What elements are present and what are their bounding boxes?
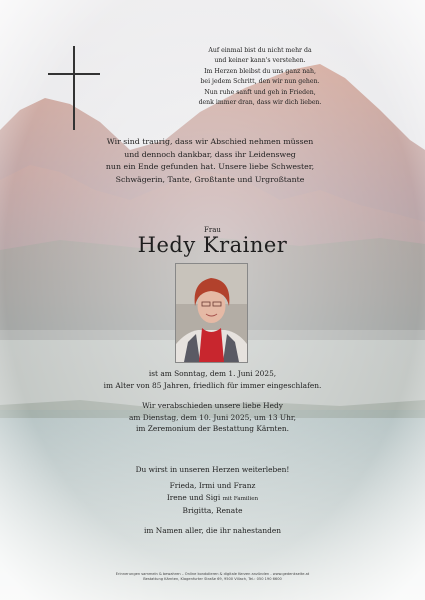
intro-text (60, 136, 360, 186)
death-line: ist am Sonntag, dem 1. Juni 2025, (148, 369, 277, 378)
funeral-line: im Zeremonium der Bestattung Kärnten. (135, 424, 289, 434)
portrait-photo (175, 263, 248, 363)
poem-line: denk immer dran, dass wir dich lieben. (198, 99, 322, 107)
death-line: im Alter von 85 Jahren, friedlich für immer eingeschlafen. (103, 380, 322, 390)
mourners-line: Brigitta, Renate (182, 506, 243, 515)
intro-line: und dennoch dankbar, dass ihr Leidensweg (124, 149, 296, 159)
funeral-line: am Dienstag, dem 10. Juni 2025, um 13 Uhr, (129, 412, 296, 422)
deceased-name: Hedy Krainer (137, 233, 288, 257)
name-prefix: Frau (204, 226, 221, 234)
mourners-names: Irene und Sigi (166, 493, 221, 502)
mourners-suffix: mit Familien (222, 496, 259, 502)
intro-line: Wir sind traurig, dass wir Abschied nehmen müssen (106, 137, 314, 146)
death-notice (60, 368, 365, 391)
poem-line: und keiner kann's verstehen. (214, 57, 306, 65)
funeral-line: Wir verabschieden unsere liebe Hedy (142, 401, 283, 410)
closing-line: im Namen aller, die ihr nahestanden (144, 526, 281, 535)
mourners-list (60, 480, 365, 517)
poem-line: bei jedem Schritt, den wir nun gehen. (200, 78, 320, 86)
poem-line: Auf einmal bist du nicht mehr da (208, 47, 312, 54)
memory-line: Du wirst in unseren Herzen weiterleben! (135, 465, 290, 474)
intro-line: Schwägerin, Tante, Großtante und Urgroßtante (115, 174, 305, 184)
poem (110, 46, 410, 108)
poem-line: Im Herzen bleibst du uns ganz nah, (204, 67, 316, 75)
mourners-line (60, 492, 365, 505)
footer (40, 572, 385, 583)
intro-line: nun ein Ende gefunden hat. Unsere liebe Schwester, (105, 162, 315, 172)
footer-line: Bestattung Kärnten, Klagenfurter Straße 69, 9500 Villach, Tel.: 050 190 6600 (143, 577, 282, 582)
cross-icon-bar (48, 73, 100, 75)
poem-line: Nun ruhe sanft und geh in Frieden, (204, 88, 316, 96)
mourners-line: Frieda, Irmi und Franz (169, 481, 256, 490)
footer-line: Erinnerungen sammeln & bewahren – Online kondolieren & digitale Kerzen anzünden - www.gedenkseite.at (115, 572, 310, 576)
funeral-info (60, 400, 365, 435)
cross-icon (73, 46, 75, 130)
